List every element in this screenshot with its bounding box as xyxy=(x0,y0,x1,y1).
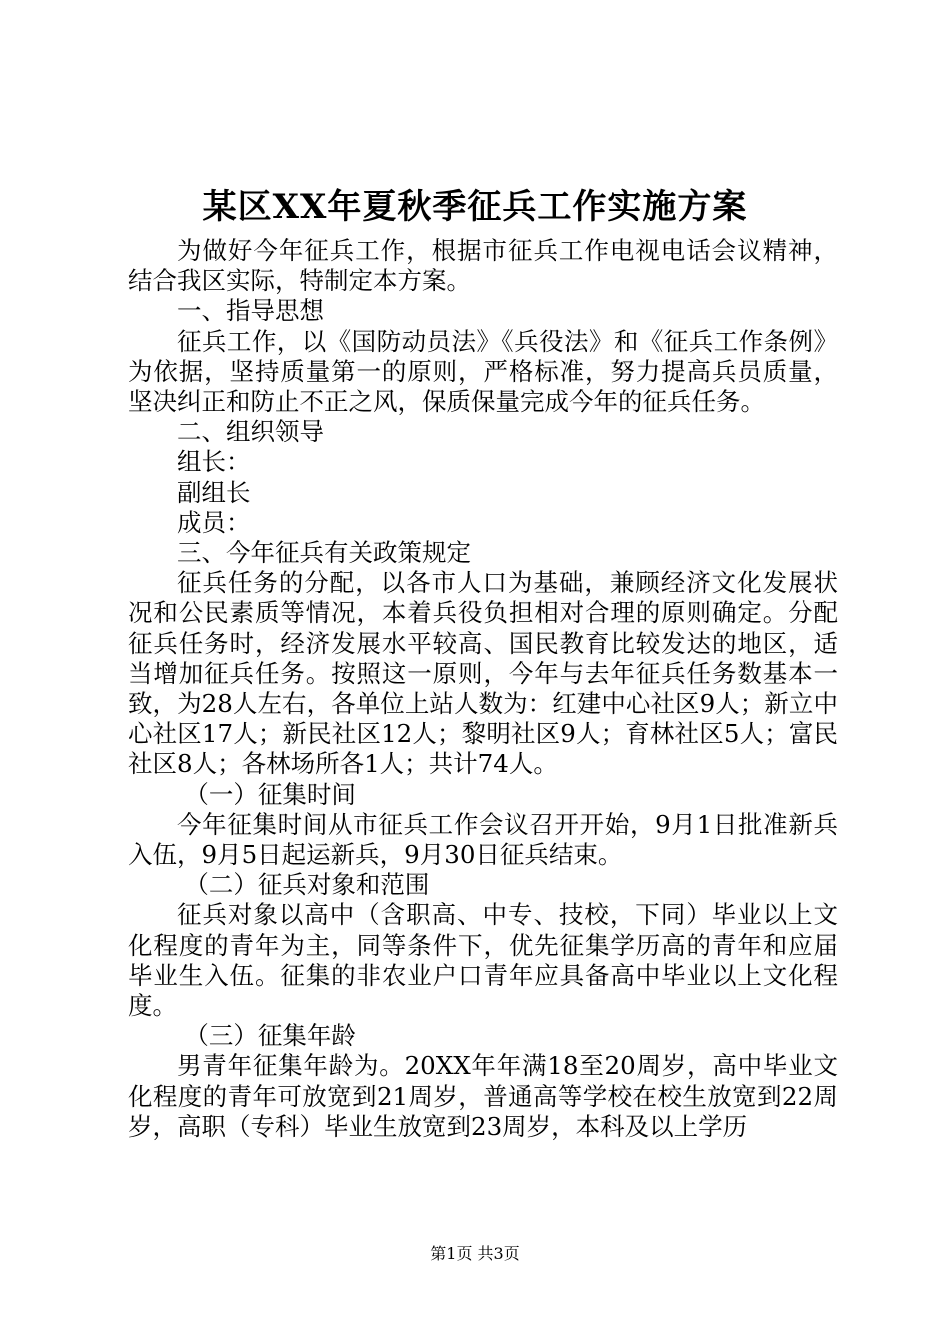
subheading-recruit-scope: （二）征兵对象和范围 xyxy=(184,870,430,900)
page-number-footer: 第1页 共3页 xyxy=(430,1244,520,1263)
intro-paragraph: 为做好今年征兵工作，根据市征兵工作电视电话会议精神，结合我区实际，特制定本方案。 xyxy=(128,236,838,296)
task-allocation-paragraph: 征兵任务的分配，以各市人口为基础，兼顾经济文化发展状况和公民素质等情况，本着兵役负担相对合理的原则确定。分配征兵任务时，经济发展水平较高、国民教育比较发达的地区，适当增加征兵任务。按照这一原则，今年与去年征兵任务数基本一致，为28人左右，各单位上站人数为：红建中心社区9人；新立中心社区17人；新民社区12人；黎明社区9人；育林社区5人；富民社区8人；各林场所各1人；共计74人。 xyxy=(128,568,838,779)
recruit-scope-paragraph: 征兵对象以高中（含职高、中专、技校，下同）毕业以上文化程度的青年为主，同等条件下，优先征集学历高的青年和应届毕业生入伍。征集的非农业户口青年应具备高中毕业以上文化程度。 xyxy=(128,900,838,1021)
section-heading-guiding-ideology: 一、指导思想 xyxy=(177,296,324,326)
section-heading-policy: 三、今年征兵有关政策规定 xyxy=(177,538,471,568)
section-heading-organization: 二、组织领导 xyxy=(177,417,324,447)
guiding-ideology-paragraph: 征兵工作，以《国防动员法》《兵役法》和《征兵工作条例》为依据，坚持质量第一的原则，严格标准，努力提高兵员质量，坚决纠正和防止不正之风，保质保量完成今年的征兵任务。 xyxy=(128,326,838,417)
page-title: 某区XX年夏秋季征兵工作实施方案 xyxy=(202,187,748,227)
recruit-time-paragraph: 今年征集时间从市征兵工作会议召开开始，9月1日批准新兵入伍，9月5日起运新兵，9月30日征兵结束。 xyxy=(128,809,838,870)
subheading-recruit-age: （三）征集年龄 xyxy=(184,1021,356,1051)
leader-line: 组长： xyxy=(177,447,251,477)
document-body xyxy=(128,236,838,1142)
subheading-recruit-time: （一）征集时间 xyxy=(184,779,356,809)
members-line: 成员： xyxy=(177,507,251,537)
deputy-leader-line: 副组长 xyxy=(177,477,251,507)
recruit-age-paragraph: 男青年征集年龄为。20XX年年满18至20周岁，高中毕业文化程度的青年可放宽到21周岁，普通高等学校在校生放宽到22周岁，高职（专科）毕业生放宽到23周岁，本科及以上学历 xyxy=(128,1051,838,1141)
